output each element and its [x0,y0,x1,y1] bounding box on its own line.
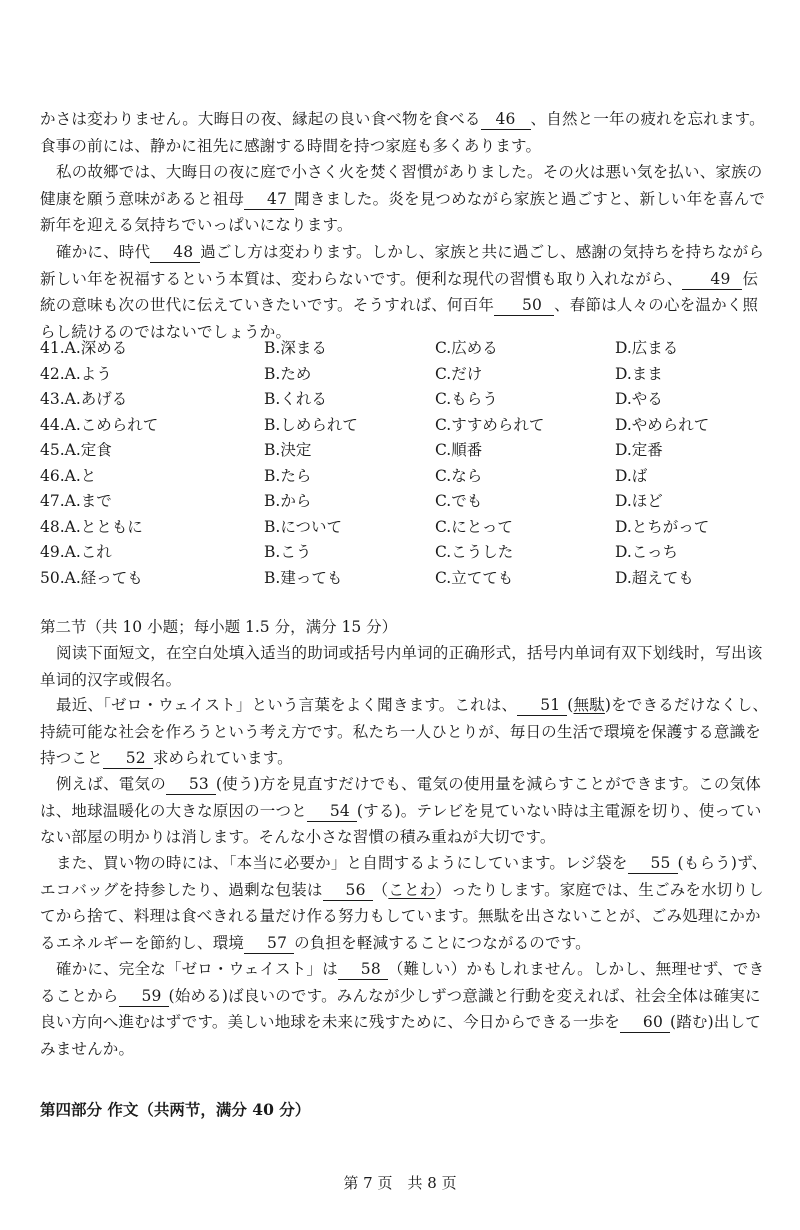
part-4-title: 第四部分 作文（共两节，满分 40 分） [40,1100,311,1119]
passage-paragraph-1: かさは変わりません。大晦日の夜、縁起の良い食べ物を食べる 46 、自然と一年の疲れを忘れます。食事の前には、静かに祖先に感謝する時間を持つ家庭も多くあります。 [40,110,765,155]
option-row-41: 41.A.深める B.深まる C.広める D.広まる [40,339,679,357]
section-2-paragraph-4: 確かに、完全な「ゼロ・ウェイスト」は 58 （難しい）かもしれません。しかし、無理せず、できることから 59 (始める)ば良いのです。みんなが少しずつ意識と行動を変えれば、社会全体は確実に良い方向へ進むはずです。美しい地球を未来に残すために、今日からできる一歩を 60 (踏む)出してみませんか。 [40,960,765,1058]
option-row-47: 47.A.まで B.から C.でも D.ほど [40,492,663,510]
blank-55: 55 [628,853,678,874]
blank-47: 47 [244,189,294,210]
blank-50: 50 [494,295,554,316]
blank-52: 52 [103,748,153,769]
blank-57: 57 [244,933,294,954]
blank-56: 56 [323,880,373,901]
blank-49: 49 [682,269,742,290]
section-2-paragraph-3: また、買い物の時には、「本当に必要か」と自問するようにしています。レジ袋を 55 (もらう)ず、エコバッグを持参したり、過剰な包装は 56 （ことわ）ったりします。家庭では、生ごみを水切りしてから捨て、料理は食べきれる量だけ作る努力もしています。無駄を出さないことが、ごみ処理にかかるエネルギーを節約し、環境 57 の負担を軽減することにつながるのです。 [40,854,768,952]
blank-60: 60 [620,1012,670,1033]
option-row-45: 45.A.定食 B.決定 C.順番 D.定番 [40,441,663,459]
page-footer: 第 7 页 共 8 页 [343,1174,457,1192]
blank-54: 54 [307,801,357,822]
blank-51: 51 [517,695,567,716]
section-2-paragraph-2: 例えば、電気の 53 (使う)方を見直すだけでも、電気の使用量を減らすことができます。この気体は、地球温暖化の大きな原因の一つと 54 (する)。テレビを見ていない時は主電源を切り、使っていない部屋の明かりは消します。そんな小さな習慣の積み重ねが大切です。 [40,775,762,846]
section-2-instruction: 阅读下面短文，在空白处填入适当的助词或括号内单词的正确形式，括号内单词有双下划线时，写出该单词的汉字或假名。 [40,644,763,689]
section-2-paragraph-1: 最近、「ゼロ・ウェイスト」という言葉をよく聞きます。これは、 51 (無駄)をできるだけなくし、持続可能な社会を作ろうという考え方です。私たち一人ひとりが、毎日の生活で環境を保護する意識を持つこと 52 求められています。 [40,696,769,767]
blank-46: 46 [481,109,531,130]
option-row-43: 43.A.あげる B.くれる C.もらう D.やる [40,390,663,408]
option-row-50: 50.A.経っても B.建っても C.立てても D.超えても [40,568,694,587]
option-row-48: 48.A.とともに B.について C.にとって D.とちがって [40,517,710,536]
answer-options [40,336,780,591]
blank-58: 58 [338,959,388,980]
option-row-46: 46.A.と B.たら C.なら D.ば [40,466,648,485]
blank-48: 48 [150,242,200,263]
option-row-42: 42.A.よう B.ため C.だけ D.まま [40,364,663,383]
passage-paragraph-2: 私の故郷では、大晦日の夜に庭で小さく火を焚く習慣がありました。その火は悪い気を払い、家族の健康を願う意味があると祖母 47 聞きました。炎を見つめながら家族と過ごすと、新しい年を喜んで新年を迎える気持ちでいっぱいになります。 [40,163,766,234]
option-row-49: 49.A.これ B.こう C.こうした D.こっち [40,543,678,561]
underlined-word-51: 無駄 [573,696,605,714]
section-2-title: 第二节（共 10 小题；每小题 1.5 分，满分 15 分） [40,618,398,636]
option-row-44: 44.A.こめられて B.しめられて C.すすめられて D.やめられて [40,415,710,434]
blank-53: 53 [166,774,216,795]
blank-59: 59 [119,986,169,1007]
passage-paragraph-3: 確かに、時代 48 過ごし方は変わります。しかし、家族と共に過ごし、感謝の気持ちを持ちながら新しい年を祝福するという本質は、変わらないです。便利な現代の習慣も取り入れながら、 49 伝統の意味も次の世代に伝えていきたいです。そうすれば、何百年 50 、春節は人々の心を温かく照らし続けるのではないでしょうか。 [40,243,765,341]
underlined-word-56: ことわ [388,880,436,899]
